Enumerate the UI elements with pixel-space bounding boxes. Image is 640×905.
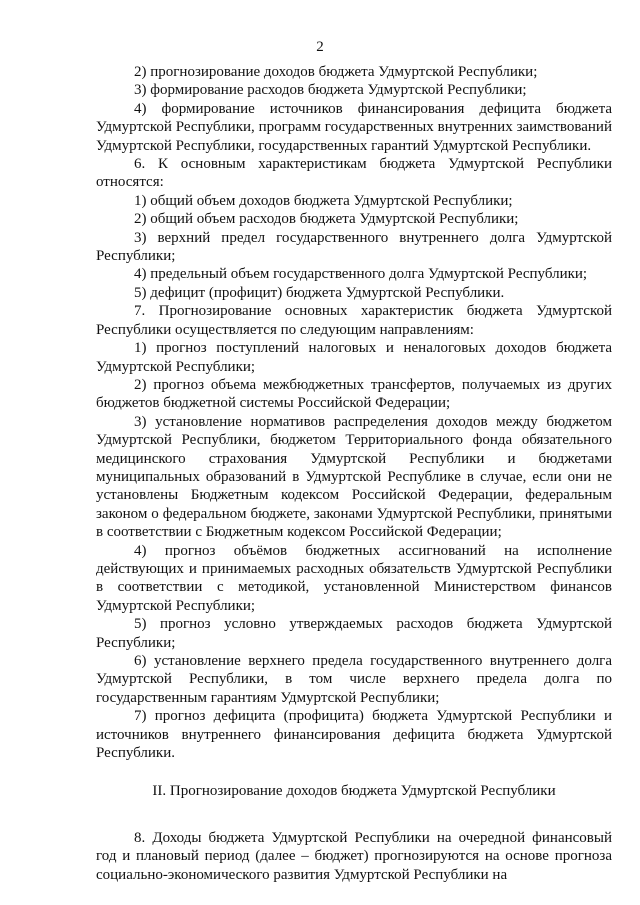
paragraph: 1) прогноз поступлений налоговых и неналоговых доходов бюджета Удмуртской Республики; <box>96 340 612 375</box>
paragraph: 8. Доходы бюджета Удмуртской Республики на очередной финансовый год и плановый период (далее – бюджет) прогнозируются на основе прогноза социально-экономического развития Удмуртской Республики на <box>96 829 612 883</box>
paragraph: 6. К основным характеристикам бюджета Удмуртской Республики относятся: <box>96 156 612 191</box>
paragraph: 2) общий объем расходов бюджета Удмуртской Республики; <box>134 211 519 228</box>
paragraph: 3) установление нормативов распределения доходов между бюджетом Удмуртской Республики, бюджетом Территориального фонда обязательного медицинского страхования Удмуртской Республики и бюджетами муниципальных образований в Удмуртской Республике в случае, если они не установлены Бюджетным кодексом Российской Федерации, федеральным законом о федеральном бюджете, законами Удмуртской Республики, принятыми в соответствии с Бюджетным кодексом Российской Федерации; <box>96 413 612 541</box>
paragraph: 3) верхний предел государственного внутреннего долга Удмуртской Республики; <box>96 229 612 265</box>
paragraph: 4) прогноз объёмов бюджетных ассигнований на исполнение действующих и принимаемых расходных обязательств Удмуртской Республики в соответствии с методикой, установленной Министерством финансов Удмуртской Республики; <box>96 542 612 614</box>
paragraph: 7) прогноз дефицита (профицита) бюджета Удмуртской Республики и источников внутреннего финансирования дефицита бюджета Удмуртской Республики. <box>96 708 612 762</box>
paragraph: 4) предельный объем государственного долга Удмуртской Республики; <box>134 266 588 283</box>
paragraph: 2) прогнозирование доходов бюджета Удмуртской Республики; <box>134 64 538 80</box>
paragraph: 2) прогноз объема межбюджетных трансфертов, получаемых из других бюджетов бюджетной системы Российской Федерации; <box>96 376 612 412</box>
paragraph: 6) установление верхнего предела государственного внутреннего долга Удмуртской Республики, в том числе верхнего предела долга по государственным гарантиям Удмуртской Республики; <box>96 653 612 706</box>
paragraph: 4) формирование источников финансирования дефицита бюджета Удмуртской Республики, программ государственных внутренних заимствований Удмуртской Республики, государственных гарантий Удмуртской Республики. <box>96 100 612 154</box>
paragraph: 5) прогноз условно утверждаемых расходов бюджета Удмуртской Республики; <box>96 616 612 651</box>
paragraph: 3) формирование расходов бюджета Удмуртской Республики; <box>134 82 527 99</box>
page-number: 2 <box>316 39 324 55</box>
document-body <box>96 63 612 884</box>
paragraph: 1) общий объем доходов бюджета Удмуртской Республики; <box>134 192 513 209</box>
paragraph: 7. Прогнозирование основных характеристик бюджета Удмуртской Республики осуществляется по следующим направлениям: <box>96 303 612 338</box>
paragraph: 5) дефицит (профицит) бюджета Удмуртской Республики. <box>134 284 505 301</box>
section-heading: II. Прогнозирование доходов бюджета Удмуртской Республики <box>152 783 556 800</box>
